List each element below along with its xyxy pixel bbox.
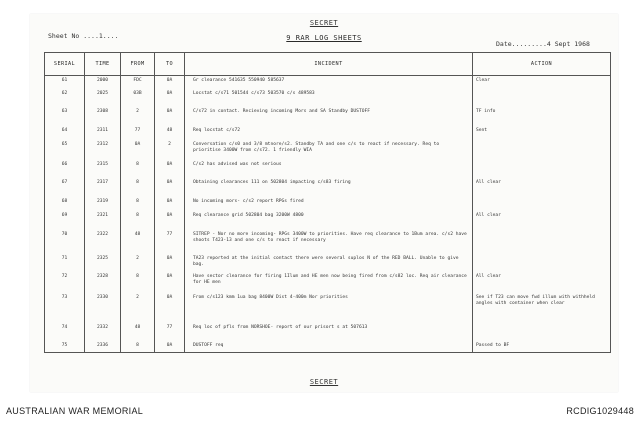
- to-cell: 0A: [155, 197, 185, 211]
- to-cell: 0A: [155, 293, 185, 323]
- action-cell: [473, 254, 611, 272]
- serial-cell: 72: [45, 272, 85, 293]
- time-cell: 2311: [85, 126, 121, 140]
- log-table-body: [45, 76, 611, 353]
- header-time: TIME: [85, 53, 121, 76]
- serial-cell: 73: [45, 293, 85, 323]
- time-cell: 2317: [85, 178, 121, 197]
- header-incident: INCIDENT: [185, 53, 473, 76]
- incident-cell: From c/s123 kmm 1ua bag 8400W Dist 4-400m Nor priorities: [185, 293, 473, 323]
- header-to: TO: [155, 53, 185, 76]
- table-row: [45, 89, 611, 107]
- footer-id: RCDIG1029448: [566, 406, 634, 416]
- to-cell: 0A: [155, 178, 185, 197]
- time-cell: 2025: [85, 89, 121, 107]
- to-cell: 0A: [155, 160, 185, 178]
- action-cell: [473, 197, 611, 211]
- time-cell: 2332: [85, 323, 121, 341]
- time-cell: 2312: [85, 140, 121, 160]
- serial-cell: 62: [45, 89, 85, 107]
- serial-cell: 68: [45, 197, 85, 211]
- to-cell: 77: [155, 230, 185, 254]
- time-cell: 2336: [85, 341, 121, 353]
- to-cell: 77: [155, 323, 185, 341]
- table-row: [45, 341, 611, 353]
- to-cell: 0A: [155, 341, 185, 353]
- to-cell: 48: [155, 126, 185, 140]
- incident-cell: Req locstat c/s72: [185, 126, 473, 140]
- incident-cell: Obtaining clearances 111 on 502804 impacting c/s83 firing: [185, 178, 473, 197]
- time-cell: 2315: [85, 160, 121, 178]
- from-cell: 0A: [121, 140, 155, 160]
- time-cell: 2319: [85, 197, 121, 211]
- time-cell: 2308: [85, 107, 121, 126]
- from-cell: 8: [121, 178, 155, 197]
- action-cell: [473, 323, 611, 341]
- from-cell: FDC: [121, 76, 155, 89]
- action-cell: All clear: [473, 211, 611, 230]
- to-cell: 0A: [155, 211, 185, 230]
- table-row: [45, 178, 611, 197]
- time-cell: 2328: [85, 272, 121, 293]
- action-cell: Passed to BF: [473, 341, 611, 353]
- action-cell: Clear: [473, 76, 611, 89]
- serial-cell: 63: [45, 107, 85, 126]
- from-cell: 8: [121, 160, 155, 178]
- from-cell: 48: [121, 323, 155, 341]
- table-row: [45, 323, 611, 341]
- serial-cell: 69: [45, 211, 85, 230]
- sheet-number: Sheet No ....1....: [48, 32, 119, 40]
- from-cell: 8: [121, 211, 155, 230]
- incident-cell: Gr clearance 541635 550940 585637: [185, 76, 473, 89]
- serial-cell: 75: [45, 341, 85, 353]
- table-row: [45, 76, 611, 89]
- incident-cell: Req clearance grid 502804 bag 3200W 4800: [185, 211, 473, 230]
- classification-top: SECRET: [309, 19, 339, 27]
- incident-cell: No incoming mors- c/s2 report RPGs fired: [185, 197, 473, 211]
- classification-bottom: SECRET: [309, 378, 339, 386]
- to-cell: 0A: [155, 76, 185, 89]
- footer-credit: AUSTRALIAN WAR MEMORIAL: [6, 406, 144, 416]
- to-cell: 0A: [155, 107, 185, 126]
- log-sheet-page: [30, 14, 618, 392]
- time-cell: 2325: [85, 254, 121, 272]
- table-row: [45, 160, 611, 178]
- header-action: ACTION: [473, 53, 611, 76]
- incident-cell: Req loc of pfls from NORSHOE- report of our prisort s at 507613: [185, 323, 473, 341]
- table-row: [45, 272, 611, 293]
- incident-cell: Have sector clearance for firing 1Ilum and HE men now being fired from c/s82 loc. Req air clearance for HE men: [185, 272, 473, 293]
- to-cell: 0A: [155, 89, 185, 107]
- time-cell: 2321: [85, 211, 121, 230]
- action-cell: All clear: [473, 178, 611, 197]
- serial-cell: 74: [45, 323, 85, 341]
- time-cell: 2000: [85, 76, 121, 89]
- from-cell: 2: [121, 293, 155, 323]
- from-cell: 2: [121, 107, 155, 126]
- time-cell: 2330: [85, 293, 121, 323]
- serial-cell: 64: [45, 126, 85, 140]
- action-cell: See if T23 can move fwd illum with withheld angles with container when clear: [473, 293, 611, 323]
- table-row: [45, 293, 611, 323]
- table-row: [45, 126, 611, 140]
- from-cell: 48: [121, 230, 155, 254]
- time-cell: 2322: [85, 230, 121, 254]
- header-serial: SERIAL: [45, 53, 85, 76]
- table-row: [45, 140, 611, 160]
- table-row: [45, 107, 611, 126]
- from-cell: 8: [121, 341, 155, 353]
- table-row: [45, 197, 611, 211]
- serial-cell: 67: [45, 178, 85, 197]
- sheet-date: Date.........4 Sept 1968: [496, 40, 590, 48]
- action-cell: TF info: [473, 107, 611, 126]
- from-cell: 8: [121, 197, 155, 211]
- table-header-row: [45, 53, 611, 76]
- from-cell: 8: [121, 272, 155, 293]
- incident-cell: C/s72 in contact. Recieving incoming Mors and SA Standby DUSTOFF: [185, 107, 473, 126]
- action-cell: [473, 89, 611, 107]
- log-table: [44, 52, 611, 353]
- table-row: [45, 211, 611, 230]
- serial-cell: 61: [45, 76, 85, 89]
- table-row: [45, 254, 611, 272]
- from-cell: 03B: [121, 89, 155, 107]
- incident-cell: Conversation c/s0 and 3/8 mtnore/s2. Standby TA and one c/s to react if necessary. Req to prioritise 3400W from c/s72. 1 friendly WIA: [185, 140, 473, 160]
- from-cell: 2: [121, 254, 155, 272]
- incident-cell: TA23 reported at the initial contact there were several suplos N of the RED BALL. Unable to give bag.: [185, 254, 473, 272]
- action-cell: [473, 140, 611, 160]
- action-cell: [473, 160, 611, 178]
- to-cell: 0A: [155, 254, 185, 272]
- incident-cell: Locstat c/s71 501544 c/s73 503570 c/s 489583: [185, 89, 473, 107]
- incident-cell: DUSTOFF req: [185, 341, 473, 353]
- incident-cell: C/s2 has advised was not serious: [185, 160, 473, 178]
- header-from: FROM: [121, 53, 155, 76]
- action-cell: Sent: [473, 126, 611, 140]
- serial-cell: 71: [45, 254, 85, 272]
- to-cell: 2: [155, 140, 185, 160]
- action-cell: All clear: [473, 272, 611, 293]
- serial-cell: 70: [45, 230, 85, 254]
- table-row: [45, 230, 611, 254]
- action-cell: [473, 230, 611, 254]
- from-cell: 77: [121, 126, 155, 140]
- serial-cell: 66: [45, 160, 85, 178]
- document-title: 9 RAR LOG SHEETS: [286, 34, 362, 42]
- incident-cell: SITREP - Nor no more incoming- RPGs 3400W to priorities. Have req clearance to 1Bum area. c/s2 have shoots T423-13 and one c/s to react if necessary: [185, 230, 473, 254]
- to-cell: 0A: [155, 272, 185, 293]
- serial-cell: 65: [45, 140, 85, 160]
